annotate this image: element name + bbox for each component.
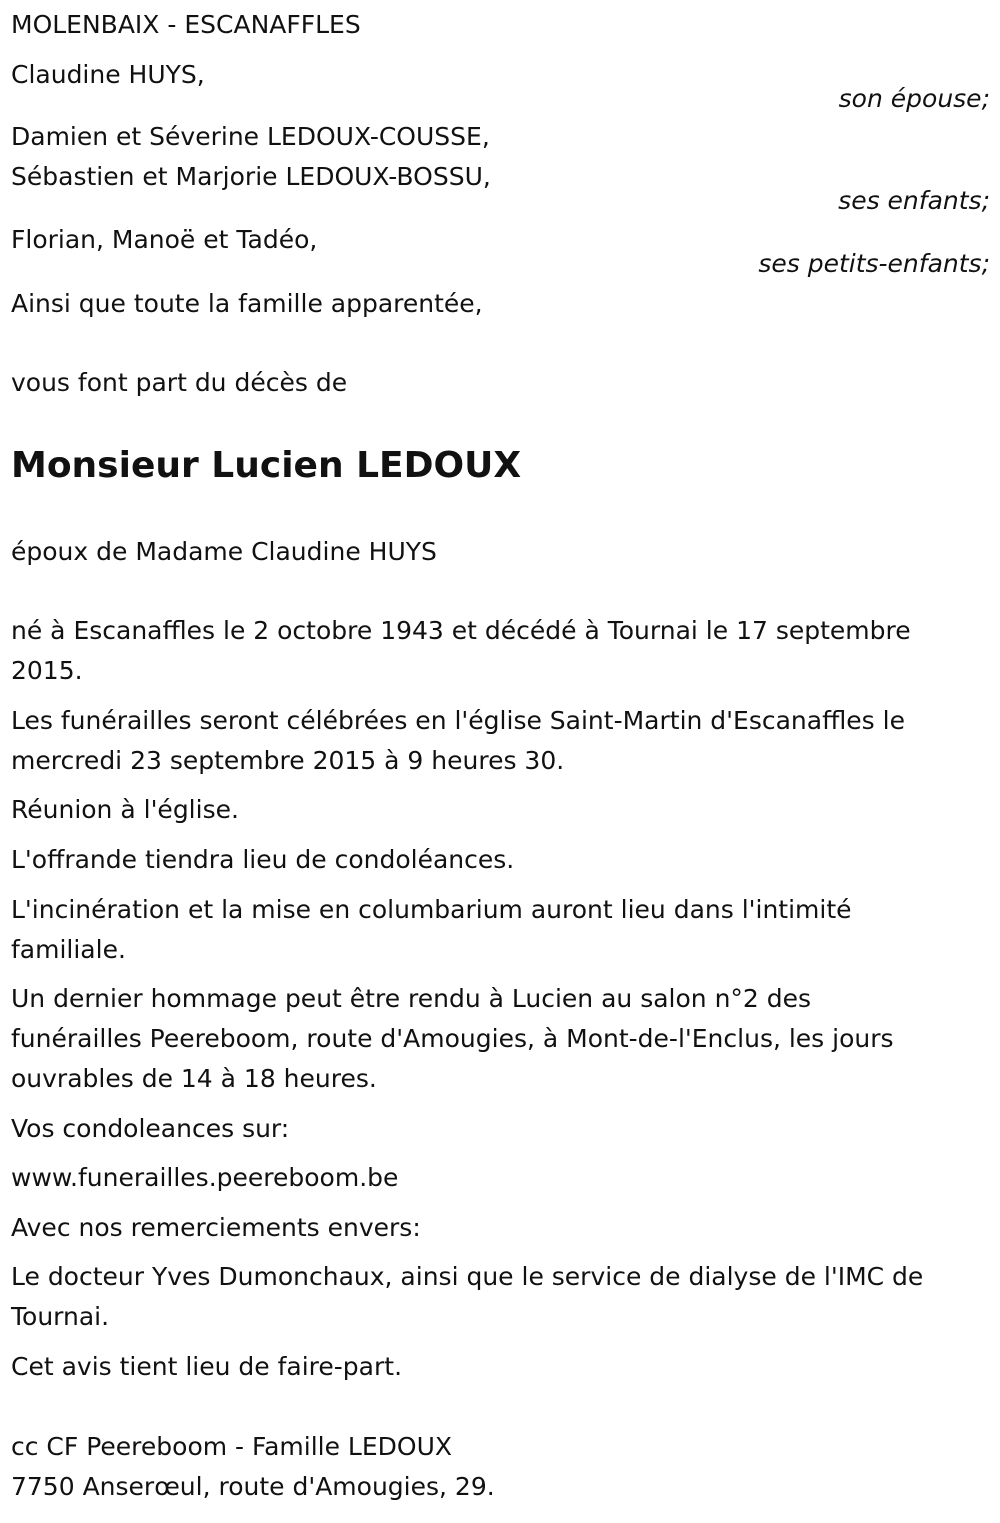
footer-contact: cc CF Peereboom - Famille LEDOUX [11, 1432, 453, 1461]
extended-family: Ainsi que toute la famille apparentée, [11, 289, 483, 318]
tribute-line-2: funérailles Peereboom, route d'Amougies, à Mont-de-l'Enclus, les jours [11, 1024, 894, 1053]
children-role: ses enfants; [838, 186, 990, 215]
thanks-line-1: Le docteur Yves Dumonchaux, ainsi que le service de dialyse de l'IMC de [11, 1262, 924, 1291]
grandchildren-names: Florian, Manoë et Tadéo, [11, 225, 318, 254]
spouse-role: son épouse; [838, 84, 990, 113]
offering-info: L'offrande tiendra lieu de condoléances. [11, 845, 515, 874]
cremation-line-1: L'incinération et la mise en columbarium auront lieu dans l'intimité [11, 895, 852, 924]
tribute-line-1: Un dernier hommage peut être rendu à Lucien au salon n°2 des [11, 984, 812, 1013]
announcement-intro: vous font part du décès de [11, 368, 348, 397]
funeral-line-1: Les funérailles seront célébrées en l'église Saint-Martin d'Escanaffles le [11, 706, 905, 735]
cremation-line-2: familiale. [11, 935, 126, 964]
spouse-name: Claudine HUYS, [11, 60, 205, 89]
notice-info: Cet avis tient lieu de faire-part. [11, 1352, 403, 1381]
condolences-url[interactable]: www.funerailles.peereboom.be [11, 1163, 399, 1192]
birth-death-line-2: 2015. [11, 656, 83, 685]
condolences-label: Vos condoleances sur: [11, 1114, 290, 1143]
thanks-label: Avec nos remerciements envers: [11, 1213, 421, 1242]
deceased-name: Monsieur Lucien LEDOUX [11, 445, 522, 486]
child-line-2: Sébastien et Marjorie LEDOUX-BOSSU, [11, 162, 491, 191]
funeral-line-2: mercredi 23 septembre 2015 à 9 heures 30. [11, 746, 565, 775]
child-line-1: Damien et Séverine LEDOUX-COUSSE, [11, 122, 490, 151]
tribute-line-3: ouvrables de 14 à 18 heures. [11, 1064, 377, 1093]
spouse-of: époux de Madame Claudine HUYS [11, 537, 437, 566]
birth-death-line-1: né à Escanaffles le 2 octobre 1943 et décédé à Tournai le 17 septembre [11, 616, 911, 645]
meeting-info: Réunion à l'église. [11, 795, 239, 824]
grandchildren-role: ses petits-enfants; [758, 249, 990, 278]
footer-address: 7750 Anserœul, route d'Amougies, 29. [11, 1472, 495, 1501]
location-header: MOLENBAIX - ESCANAFFLES [11, 10, 361, 39]
thanks-line-2: Tournai. [11, 1302, 110, 1331]
